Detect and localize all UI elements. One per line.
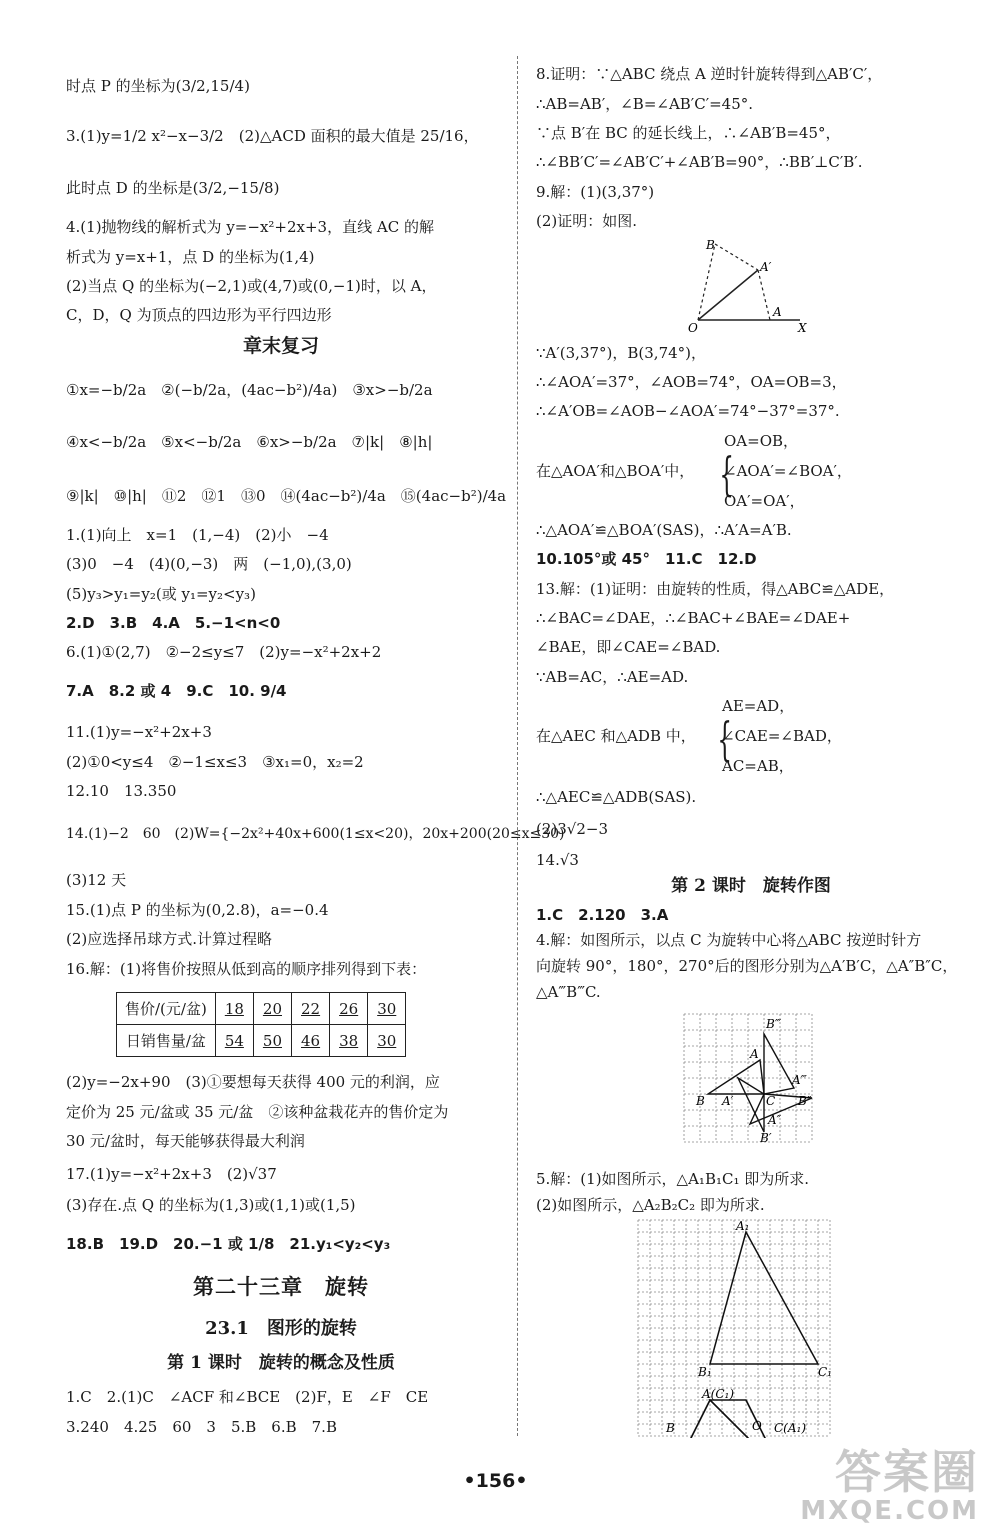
answer-line: (2)证明：如图. [536,212,638,230]
point-label: B [666,1421,675,1435]
table-cell: 54 [215,1025,253,1057]
answer-line: 4.(1)抛物线的解析式为 y=−x²+2x+3，直线 AC 的解 [66,218,434,236]
answer-line: 2.D 3.B 4.A 5.−1<n<0 [66,614,281,632]
point-label: A [773,305,782,319]
answer-line: (3)0 −4 (4)(0,−3) 两 (−1,0),(3,0) [66,555,352,573]
answer-line: 5.解：(1)如图所示，△A₁B₁C₁ 即为所求. [536,1170,810,1188]
answer-line: 18.B 19.D 20.−1 或 1/8 21.y₁<y₂<y₃ [66,1235,391,1253]
lesson-title: 第 1 课时 旋转的概念及性质 [167,1353,395,1373]
point-label: A‴ [792,1073,807,1087]
point-label: C₁ [818,1365,832,1379]
answer-line: ∴AB=AB′，∠B=∠AB′C′=45°. [536,95,754,113]
answer-line: ∠BAE，即∠CAE=∠BAD. [536,638,721,656]
point-label: A″ [768,1113,782,1127]
answer-line: OA′=OA′， [724,492,805,510]
answer-line: (5)y₃>y₁=y₂(或 y₁=y₂<y₃) [66,585,256,603]
answer-line: ∵点 B′在 BC 的延长线上，∴∠AB′B=45°， [536,124,841,142]
answer-line: ∴∠BB′C′=∠AB′C′+∠AB′B=90°，∴BB′⊥C′B′. [536,153,863,171]
answer-line: 12.10 13.350 [66,782,177,800]
answer-line: 3.(1)y=1/2 x²−x−3/2 (2)△ACD 面积的最大值是 25/16， [66,127,479,145]
answer-line: (2)如图所示，△A₂B₂C₂ 即为所求. [536,1196,765,1214]
rotation-grid-figure-2-bottom-labels [636,1396,832,1436]
table-cell: 30 [368,993,406,1025]
answer-line: ④x<−b/2a ⑤x<−b/2a ⑥x>−b/2a ⑦|k| ⑧|h| [66,433,433,451]
answer-line: AE=AD， [722,697,795,715]
section-title: 23.1 图形的旋转 [205,1318,357,1339]
point-label: O [752,1419,762,1433]
answer-line: (2)应选择吊球方式.计算过程略 [66,930,273,948]
answer-line: (2)y=−2x+90 (3)①要想每天获得 400 元的利润，应 [66,1073,440,1091]
answer-line: 1.C 2.(1)C ∠ACF 和∠BCE (2)F，E ∠F CE [66,1388,429,1406]
answer-line: 7.A 8.2 或 4 9.C 10. 9/4 [66,682,287,700]
answer-line: 3.240 4.25 60 3 5.B 6.B 7.B [66,1418,337,1436]
lesson-title: 第 2 课时 旋转作图 [671,876,831,896]
answer-line: 16.解：(1)将售价按照从低到高的顺序排列得到下表： [66,960,427,978]
point-label: O [688,321,698,334]
rotation-grid-figure [682,1012,818,1144]
answer-line: 1.C 2.120 3.A [536,906,669,924]
answer-line: 此时点 D 的坐标是(3/2,−15/8) [66,179,280,197]
answer-line: 析式为 y=x+1，点 D 的坐标为(1,4) [66,248,315,266]
brace: { [719,447,734,501]
answer-line: 15.(1)点 P 的坐标为(0,2.8)，a=−0.4 [66,901,329,919]
table-cell: 30 [368,1025,406,1057]
answer-line: 17.(1)y=−x²+2x+3 (2)√37 [66,1165,277,1183]
answer-line: ∴△AOA′≌△BOA′(SAS)，∴A′A=A′B. [536,521,792,539]
point-label: B‴ [766,1017,782,1031]
answer-line: 13.解：(1)证明：由旋转的性质，得△ABC≌△ADE， [536,580,895,598]
point-label: A′ [760,260,772,274]
point-label: B [696,1094,705,1108]
point-label: B₁ [698,1365,712,1379]
watermark-line2: MXQE.COM [800,1496,979,1526]
point-label: A₁ [736,1219,750,1233]
answer-line: (3)存在.点 Q 的坐标为(1,3)或(1,1)或(1,5) [66,1196,356,1214]
answer-line: ∴△AEC≌△ADB(SAS). [536,788,697,806]
table-cell: 50 [253,1025,291,1057]
answer-line: 向旋转 90°，180°，270°后的图形分别为△A′B′C，△A″B″C， [536,957,958,975]
point-label: A [750,1047,759,1061]
page-number: •156• [463,1470,528,1492]
answer-line: (3)12 天 [66,871,127,889]
answer-line: 在△AEC 和△ADB 中， [536,727,696,745]
point-label: B [706,238,715,252]
answer-line: 6.(1)①(2,7) ②−2≤y≤7 (2)y=−x²+2x+2 [66,643,382,661]
table-cell: 38 [330,1025,368,1057]
point-label: A′ [722,1094,734,1108]
answer-line: 时点 P 的坐标为(3/2,15/4) [66,77,250,95]
answer-line: ∵A′(3,37°)，B(3,74°)， [536,344,707,362]
column-divider [517,56,518,1436]
answer-line: 在△AOA′和△BOA′中， [536,462,695,480]
answer-line: C，D，Q 为顶点的四边形为平行四边形 [66,306,332,324]
answer-line: △A‴B‴C. [536,983,601,1001]
table-cell: 18 [215,993,253,1025]
table-row [117,1025,406,1057]
answer-line: OA=OB， [724,432,799,450]
answer-line: ∴∠BAC=∠DAE，∴∠BAC+∠BAE=∠DAE+ [536,609,851,627]
table-cell: 26 [330,993,368,1025]
answer-line: 8.证明：∵△ABC 绕点 A 逆时针旋转得到△AB′C′， [536,65,883,83]
answer-line: (2)3√2−3 [536,820,609,838]
answer-line: 14.√3 [536,851,579,869]
price-sales-table [116,992,406,1057]
table-cell: 22 [292,993,330,1025]
answer-line: AC=AB， [722,757,794,775]
answer-line: 30 元/盆时，每天能够获得最大利润 [66,1132,305,1150]
answer-line: ∵AB=AC，∴AE=AD. [536,668,689,686]
point-label: C(A₁) [774,1421,807,1435]
point-label: B′ [760,1131,772,1144]
section-heading-review: 章末复习 [242,335,319,357]
answer-line: ∠CAE=∠BAD， [722,727,842,745]
answer-line: ①x=−b/2a ②(−b/2a，(4ac−b²)/4a) ③x>−b/2a [66,381,433,399]
answer-line: 11.(1)y=−x²+2x+3 [66,723,212,741]
point-label: A(C₁) [702,1387,735,1401]
watermark-line1: 答案圈 [835,1445,979,1499]
answer-line: 10.105°或 45° 11.C 12.D [536,550,757,568]
table-row-label: 售价/(元/盆) [117,993,216,1025]
table-cell: 46 [292,1025,330,1057]
polar-rotation-figure [682,234,822,334]
answer-line: 14.(1)−2 60 (2)W={−2x²+40x+600(1≤x<20)，20x+200(20≤x≤30) [66,826,565,842]
answer-line: 1.(1)向上 x=1 (1,−4) (2)小 −4 [66,526,329,544]
brace: { [717,712,732,766]
answer-line: (2)①0<y≤4 ②−1≤x≤3 ③x₁=0，x₂=2 [66,753,364,771]
point-label: X [798,321,807,334]
watermark [800,1436,979,1526]
answer-line: ∴∠AOA′=37°，∠AOB=74°，OA=OB=3， [536,373,847,391]
answer-line: 4.解：如图所示，以点 C 为旋转中心将△ABC 按逆时针方 [536,931,922,949]
chapter-title: 第二十三章 旋转 [193,1274,369,1299]
table-row-label: 日销售量/盆 [117,1025,216,1057]
table-row [117,993,406,1025]
point-label: B″ [798,1094,812,1108]
table-cell: 20 [253,993,291,1025]
answer-line: ∴∠A′OB=∠AOB−∠AOA′=74°−37°=37°. [536,402,840,420]
answer-line: (2)当点 Q 的坐标为(−2,1)或(4,7)或(0,−1)时，以 A， [66,277,437,295]
answer-line: 定价为 25 元/盆或 35 元/盆 ②该种盆栽花卉的售价定为 [66,1103,449,1121]
answer-line: ⑨|k| ⑩|h| ⑪2 ⑫1 ⑬0 ⑭(4ac−b²)/4a ⑮(4ac−b²)/4a [66,487,507,505]
answer-line: ∠AOA′=∠BOA′， [724,462,852,480]
point-label: C [766,1094,776,1108]
answer-line: 9.解：(1)(3,37°) [536,183,655,201]
